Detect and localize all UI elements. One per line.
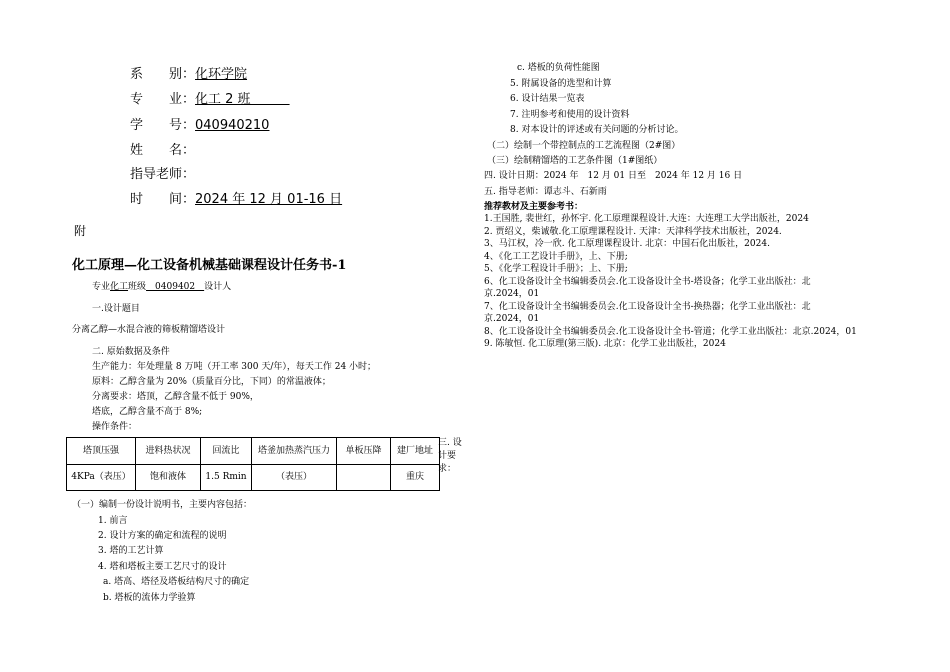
table-header-cell: 单板压降: [337, 438, 391, 465]
table-header-cell: 建厂地址: [391, 438, 440, 465]
info-row-advisor: [130, 166, 195, 184]
time-label: 时 间：: [130, 192, 196, 207]
reference-item: 1.王国胜, 裴世红，孙怀宇. 化工原理课程设计.大连：大连理工大学出版社，2024: [484, 214, 809, 224]
section3-heading: 三. 设计要求：: [438, 438, 462, 474]
references-heading: 推荐教材及主要参考书：: [484, 202, 584, 212]
section3-sub-item: b. 塔板的流体力学验算: [103, 593, 196, 603]
table-cell: 饱和液体: [136, 465, 201, 491]
right-item: 8. 对本设计的评述或有关问题的分析讨论。: [510, 125, 684, 135]
table-cell: 1.5 Rmin: [201, 465, 252, 491]
dept-value: 化环学院: [195, 67, 248, 82]
reference-item: 3、马江权，冷一欣. 化工原理课程设计. 北京：中国石化出版社，2024.: [484, 239, 770, 249]
table-cell: （表压）: [252, 465, 337, 491]
reference-item: 京.2024，01: [484, 314, 540, 324]
right-item: 7. 注明参考和使用的设计资料: [510, 110, 630, 120]
advisors: 五. 指导老师：谭志斗、石新雨: [484, 187, 607, 197]
info-row-major: [130, 91, 290, 109]
table-cell: 重庆: [391, 465, 440, 491]
design-dates: 四. 设计日期：2024 年 12 月 01 日至 2024 年 12 月 16 日: [484, 171, 743, 181]
section2-capacity: 生产能力：年处理量 8 万吨（开工率 300 天/年），每天工作 24 小时；: [92, 362, 377, 372]
table-header-cell: 塔釜加热蒸汽压力: [252, 438, 337, 465]
right-sub-c: c. 塔板的负荷性能图: [517, 63, 600, 73]
section3-sub-item: a. 塔高、塔径及塔板结构尺寸的确定: [103, 577, 250, 587]
section3-item: 1. 前言: [98, 516, 128, 526]
class-line-major: 化工: [110, 282, 129, 292]
reference-item: 8、化工设备设计全书编辑委员会.化工设备设计全书-管道；化学工业出版社：北京.2024，01: [484, 327, 857, 337]
reference-item: 7、化工设备设计全书编辑委员会.化工设备设计全书-换热器；化学工业出版社：北: [484, 302, 811, 312]
table-cell: [337, 465, 391, 491]
time-value: 2024 年 12 月 01-16 日: [195, 192, 343, 207]
section3-sub1: （一）编制一份设计说明书，主要内容包括：: [72, 500, 253, 510]
section1-heading: 一.设计题目: [92, 304, 140, 314]
class-line: [92, 281, 231, 293]
class-line-prefix: 专业: [92, 282, 111, 292]
dept-label: 系 别：: [130, 67, 196, 82]
section1-text: 分离乙醇—水混合液的筛板精馏塔设计: [72, 325, 226, 335]
operating-conditions-table: [66, 437, 440, 491]
class-line-suffix: 设计人: [204, 282, 232, 292]
info-row-name: [130, 142, 195, 160]
reference-item: 5、《化学工程设计手册》；上、下册;: [484, 264, 628, 274]
right-sub3: （三）绘制精馏塔的工艺条件图（1#图纸）: [487, 156, 663, 166]
right-sub2: （二）绘制一个带控制点的工艺流程图（2#图）: [487, 141, 681, 151]
class-line-class-no: 0409402: [146, 282, 205, 292]
table-header-row: [67, 438, 440, 465]
reference-item: 6、化工设备设计全书编辑委员会.化工设备设计全书-塔设备；化学工业出版社：北: [484, 277, 811, 287]
appendix-label: 附: [74, 224, 87, 238]
reference-item: 京.2024，01: [484, 289, 540, 299]
table-header-cell: 塔顶压强: [67, 438, 136, 465]
advisor-label: 指导老师：: [130, 167, 196, 182]
table-cell: 4KPa（表压）: [67, 465, 136, 491]
section2-feed: 原料：乙醇含量为 20%（质量百分比，下同）的常温液体；: [92, 377, 331, 387]
name-label: 姓 名：: [130, 143, 196, 158]
major-label: 专 业：: [130, 92, 196, 107]
table-header-cell: 进料热状况: [136, 438, 201, 465]
section3-item: 3. 塔的工艺计算: [98, 546, 164, 556]
right-item: 5. 附属设备的选型和计算: [510, 79, 612, 89]
student-id-label: 学 号：: [130, 118, 196, 133]
table-row: [67, 465, 440, 491]
section2-heading: 二. 原始数据及条件: [92, 347, 170, 357]
reference-item: 9. 陈敏恒. 化工原理(第三版). 北京：化学工业出版社，2024: [484, 339, 726, 349]
section2-bottom: 塔底，乙醇含量不高于 8%;: [92, 407, 203, 417]
section3-item: 4. 塔和塔板主要工艺尺寸的设计: [98, 562, 227, 572]
section2-separation: 分离要求：塔顶，乙醇含量不低于 90%，: [92, 392, 259, 402]
reference-item: 4、《化工工艺设计手册》，上、下册;: [484, 252, 628, 262]
major-value: 化工 2 班: [195, 92, 290, 107]
table-header-cell: 回流比: [201, 438, 252, 465]
class-line-mid: 班级: [128, 282, 147, 292]
section2-ops-label: 操作条件：: [92, 422, 138, 432]
info-row-dept: [130, 66, 247, 84]
right-item: 6. 设计结果一览表: [510, 94, 585, 104]
info-row-student-id: [130, 117, 269, 135]
reference-item: 2. 贾绍义，柴诚敬.化工原理课程设计. 天津：天津科学技术出版社，2024.: [484, 227, 782, 237]
doc-title: 化工原理—化工设备机械基础课程设计任务书-1: [72, 258, 347, 273]
student-id-value: 040940210: [195, 118, 270, 133]
info-row-time: [130, 191, 342, 209]
section3-item: 2. 设计方案的确定和流程的说明: [98, 531, 227, 541]
